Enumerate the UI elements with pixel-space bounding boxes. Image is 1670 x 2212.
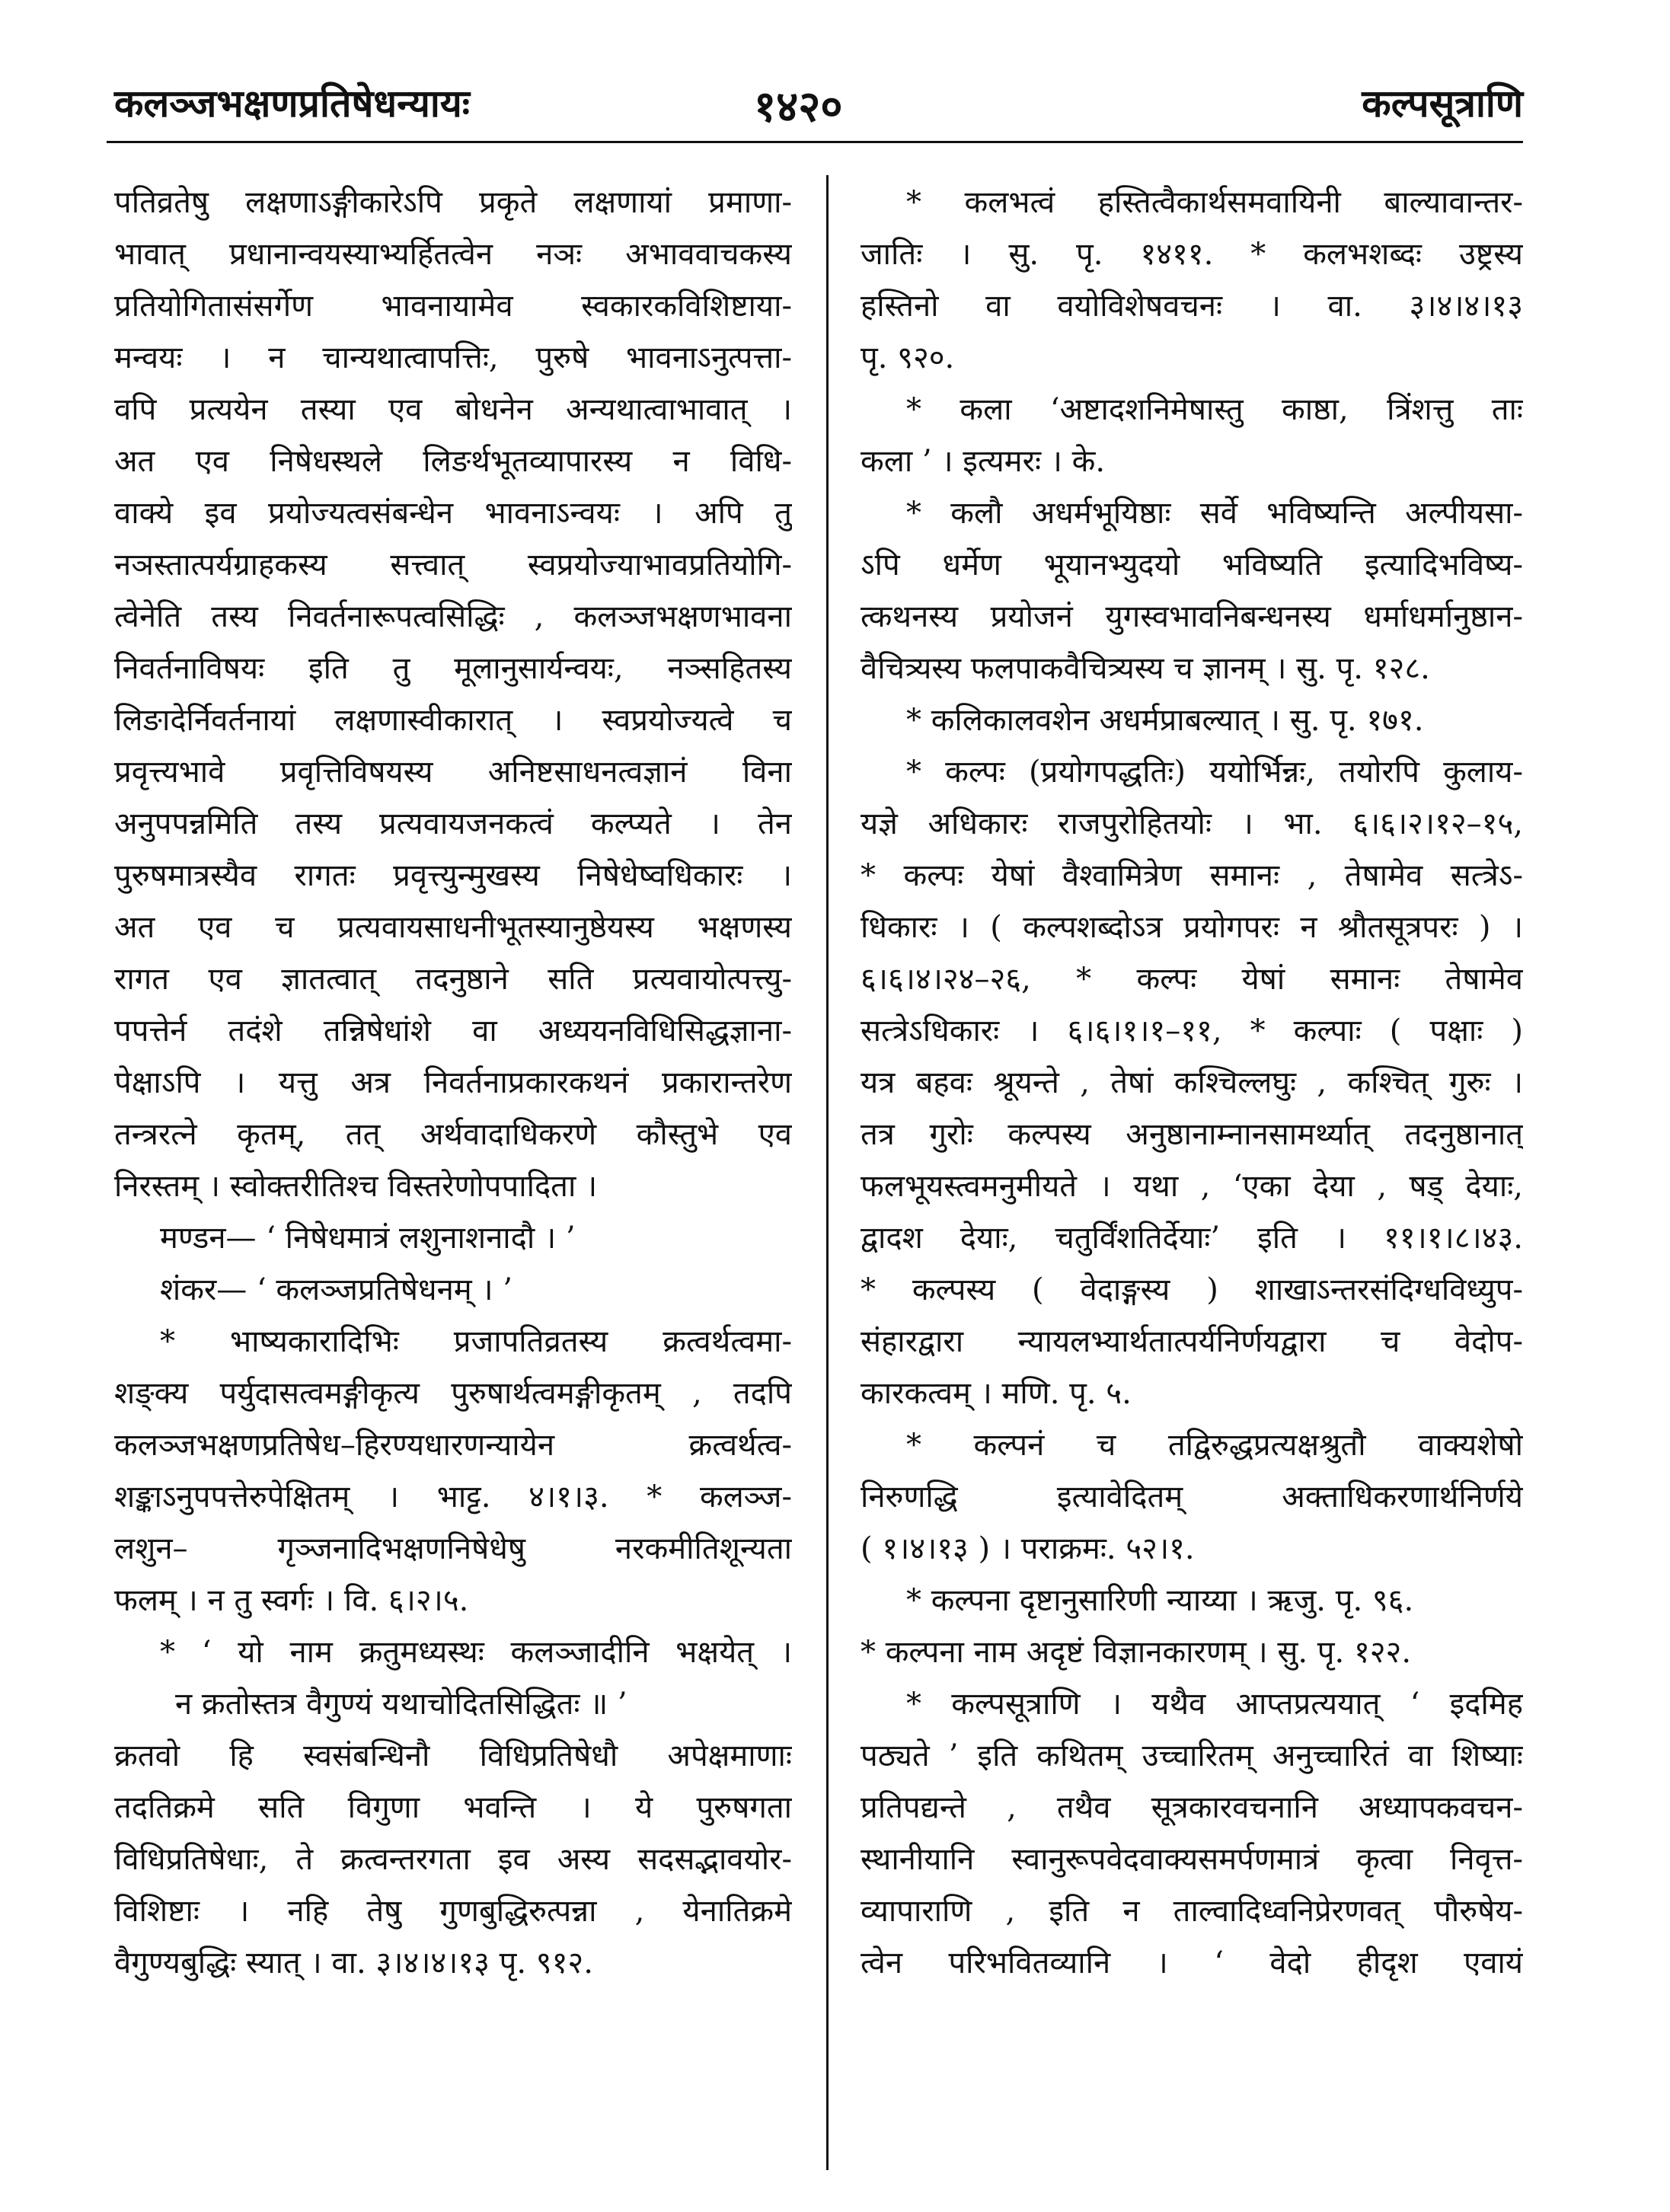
left-column-line: लिङादेर्निवर्तनायां लक्षणास्वीकारात् । स्वप्रयोज्यत्वे च bbox=[114, 703, 792, 738]
right-column-line: कारकत्वम् । मणि. पृ. ५. bbox=[861, 1376, 1132, 1411]
left-column-line: अत एव निषेधस्थले लिङर्थभूतव्यापारस्य न विधि- bbox=[114, 444, 792, 479]
left-column-line: वैगुण्यबुद्धिः स्यात् । वा. ३।४।४।१३ पृ. ९१२. bbox=[114, 1945, 593, 1981]
right-column-line: त्कथनस्य प्रयोजनं युगस्वभावनिबन्धनस्य धर्माधर्मानुष्ठान- bbox=[861, 599, 1523, 634]
left-column-line: शंकर— ‘ कलञ्जप्रतिषेधनम् । ’ bbox=[160, 1272, 513, 1307]
left-column-line: तन्त्ररत्ने कृतम्, तत् अर्थवादाधिकरणे कौस्तुभे एव bbox=[114, 1117, 792, 1152]
left-column-line: निरस्तम् । स्वोक्तरीतिश्च विस्तरेणोपपादिता । bbox=[114, 1169, 598, 1204]
right-column-line: त्वेन परिभवितव्यानि । ‘ वेदो हीदृश एवायं bbox=[861, 1945, 1523, 1981]
left-column-line: त्वेनेति तस्य निवर्तनारूपत्वसिद्धिः , कलञ्जभक्षणभावना bbox=[114, 599, 792, 634]
left-column-line: पेक्षाऽपि । यत्तु अत्र निवर्तनाप्रकारकथनं प्रकारान्तरेण bbox=[114, 1065, 792, 1100]
right-column-line: * कल्पनं च तद्विरुद्धप्रत्यक्षश्रुतौ वाक्यशेषो bbox=[906, 1428, 1523, 1463]
right-column-line: संहारद्वारा न्यायलभ्यार्थतात्पर्यनिर्णयद्वारा च वेदोप- bbox=[861, 1324, 1523, 1359]
page-number: १४२० bbox=[754, 81, 843, 132]
right-column-line: * कल्पना नाम अदृष्टं विज्ञानकारणम् । सु. पृ. १२२. bbox=[861, 1635, 1412, 1670]
left-column-line: भावात् प्रधानान्वयस्याभ्यर्हितत्वेन नञः अभाववाचकस्य bbox=[114, 237, 792, 272]
right-column-line: * कल्पस्य ( वेदाङ्गस्य ) शाखाऽन्तरसंदिग्धविध्युप- bbox=[861, 1272, 1523, 1307]
right-column-line: धिकारः । ( कल्पशब्दोऽत्र प्रयोगपरः न श्रौतसूत्रपरः ) । bbox=[861, 910, 1523, 945]
left-column-line: फलम् । न तु स्वर्गः । वि. ६।२।५. bbox=[114, 1583, 469, 1618]
header-rule bbox=[107, 141, 1523, 143]
left-column-line: मन्वयः । न चान्यथात्वापत्तिः, पुरुषे भावनाऽनुत्पत्ता- bbox=[114, 340, 792, 375]
right-column bbox=[861, 177, 1523, 2172]
right-column-line: * कल्पना दृष्टानुसारिणी न्याय्या । ऋजु. पृ. ९६. bbox=[906, 1583, 1414, 1618]
right-column-line: द्वादश देयाः, चतुर्विंशतिर्देयाः’ इति । ११।१।८।४३. bbox=[861, 1221, 1523, 1256]
right-column-line: स्थानीयानि स्वानुरूपवेदवाक्यसमर्पणमात्रं कृत्वा निवृत्त- bbox=[861, 1842, 1523, 1877]
left-column-line: निवर्तनाविषयः इति तु मूलानुसार्यन्वयः, नञ्सहितस्य bbox=[114, 651, 792, 686]
left-column-line: अनुपपन्नमिति तस्य प्रत्यवायजनकत्वं कल्प्यते । तेन bbox=[114, 806, 792, 841]
right-column-line: ६।६।४।२४–२६, * कल्पः येषां समानः तेषामेव bbox=[861, 962, 1523, 997]
column-divider bbox=[826, 175, 829, 2170]
right-column-line: तत्र गुरोः कल्पस्य अनुष्ठानाम्नानसामर्थ्यात् तदनुष्ठानात् bbox=[861, 1117, 1523, 1152]
right-column-line: जातिः । सु. पृ. १४११. * कलभशब्दः उष्ट्रस्य bbox=[861, 237, 1523, 272]
left-column-line: पपत्तेर्न तदंशे तन्निषेधांशे वा अध्ययनविधिसिद्धज्ञाना- bbox=[114, 1013, 792, 1049]
right-column-line: सत्त्रेऽधिकारः । ६।६।१।१–११, * कल्पाः ( पक्षाः ) bbox=[861, 1013, 1523, 1049]
left-column-line: कलञ्जभक्षणप्रतिषेध–हिरण्यधारणन्यायेन क्रत्वर्थत्व- bbox=[114, 1428, 792, 1463]
left-column-line: वपि प्रत्ययेन तस्या एव बोधनेन अन्यथात्वाभावात् । bbox=[114, 392, 792, 427]
left-column-line: विशिष्टाः । नहि तेषु गुणबुद्धिरुत्पन्ना , येनातिक्रमे bbox=[114, 1894, 792, 1929]
left-column-line: * भाष्यकारादिभिः प्रजापतिव्रतस्य क्रत्वर्थत्वमा- bbox=[160, 1324, 792, 1359]
right-column-line: निरुणद्धि इत्यावेदितम् अक्ताधिकरणार्थनिर्णये bbox=[861, 1479, 1523, 1515]
left-column-line: नञस्तात्पर्यग्राहकस्य सत्त्वात् स्वप्रयोज्याभावप्रतियोगि- bbox=[114, 547, 792, 583]
right-column-line: व्यापाराणि , इति न ताल्वादिध्वनिप्रेरणवत् पौरुषेय- bbox=[861, 1894, 1523, 1929]
right-column-line: पृ. ९२०. bbox=[861, 340, 955, 375]
right-column-line: यत्र बहवः श्रूयन्ते , तेषां कश्चिल्लघुः , कश्चित् गुरुः । bbox=[861, 1065, 1523, 1100]
right-column-line: वैचित्र्यस्य फलपाकवैचित्र्यस्य च ज्ञानम् । सु. पृ. १२८. bbox=[861, 651, 1430, 686]
header-right-title: कल्पसूत्राणि bbox=[1362, 81, 1523, 126]
right-column-line: * कला ‘अष्टादशनिमेषास्तु काष्ठा, त्रिंशत्तु ताः bbox=[906, 392, 1523, 427]
right-column-line: * कल्पः (प्रयोगपद्धतिः) ययोर्भिन्नः, तयोरपि कुलाय- bbox=[906, 755, 1523, 790]
right-column-line: कला ’ । इत्यमरः । के. bbox=[861, 444, 1106, 479]
left-column-line: विधिप्रतिषेधाः, ते क्रत्वन्तरगता इव अस्य सदसद्भावयोर- bbox=[114, 1842, 792, 1877]
running-header bbox=[114, 76, 1523, 137]
right-column-line: फलभूयस्त्वमनुमीयते । यथा , ‘एका देया , षड् देयाः, bbox=[861, 1169, 1523, 1204]
left-column bbox=[114, 177, 792, 2172]
right-column-line: * कलौ अधर्मभूयिष्ठाः सर्वे भविष्यन्ति अल्पीयसा- bbox=[906, 496, 1523, 531]
left-column-line: शङ्क्य पर्युदासत्वमङ्गीकृत्य पुरुषार्थत्वमङ्गीकृतम् , तदपि bbox=[114, 1376, 792, 1411]
right-column-line: * कलिकालवशेन अधर्मप्राबल्यात् । सु. पृ. १७१. bbox=[906, 703, 1424, 738]
left-column-line: * ‘ यो नाम क्रतुमध्यस्थः कलञ्जादीनि भक्षयेत् । bbox=[160, 1635, 792, 1670]
right-column-line: * कल्पसूत्राणि । यथैव आप्तप्रत्ययात् ‘ इदमिह bbox=[906, 1687, 1523, 1722]
left-column-line: शङ्काऽनुपपत्तेरुपेक्षितम् । भाट्ट. ४।१।३. * कलञ्ज- bbox=[114, 1479, 792, 1515]
left-column-line: मण्डन— ‘ निषेधमात्रं लशुनाशनादौ । ’ bbox=[160, 1221, 576, 1256]
left-column-line: पतिव्रतेषु लक्षणाऽङ्गीकारेऽपि प्रकृते लक्षणायां प्रमाणा- bbox=[114, 185, 792, 220]
left-column-line: प्रवृत्त्यभावे प्रवृत्तिविषयस्य अनिष्टसाधनत्वज्ञानं विना bbox=[114, 755, 792, 790]
right-column-line: * कलभत्वं हस्तित्वैकार्थसमवायिनी बाल्यावान्तर- bbox=[906, 185, 1523, 220]
right-column-line: यज्ञे अधिकारः राजपुरोहितयोः । भा. ६।६।२।१२–१५, bbox=[861, 806, 1523, 841]
header-left-title: कलञ्जभक्षणप्रतिषेधन्यायः bbox=[114, 81, 470, 126]
left-column-line: वाक्ये इव प्रयोज्यत्वसंबन्धेन भावनाऽन्वयः । अपि तु bbox=[114, 496, 792, 531]
left-column-line: रागत एव ज्ञातत्वात् तदनुष्ठाने सति प्रत्यवायोत्पत्त्यु- bbox=[114, 962, 792, 997]
left-column-line: पुरुषमात्रस्यैव रागतः प्रवृत्त्युन्मुखस्य निषेधेष्वधिकारः । bbox=[114, 858, 792, 893]
left-column-line: न क्रतोस्तत्र वैगुण्यं यथाचोदितसिद्धितः ॥ ’ bbox=[175, 1687, 627, 1722]
right-column-line: ऽपि धर्मेण भूयानभ्युदयो भविष्यति इत्यादिभविष्य- bbox=[861, 547, 1523, 583]
left-column-line: अत एव च प्रत्यवायसाधनीभूतस्यानुष्ठेयस्य भक्षणस्य bbox=[114, 910, 792, 945]
right-column-line: हस्तिनो वा वयोविशेषवचनः । वा. ३।४।४।१३ bbox=[861, 289, 1523, 324]
right-column-line: ( १।४।१३ ) । पराक्रमः. ५२।१. bbox=[861, 1531, 1195, 1566]
right-column-line: प्रतिपद्यन्ते , तथैव सूत्रकारवचनानि अध्यापकवचन- bbox=[861, 1790, 1523, 1825]
left-column-line: लशुन– गृञ्जनादिभक्षणनिषेधेषु नरकमीतिशून्यता bbox=[114, 1531, 792, 1566]
left-column-line: तदतिक्रमे सति विगुणा भवन्ति । ये पुरुषगता bbox=[114, 1790, 792, 1825]
left-column-line: क्रतवो हि स्वसंबन्धिनौ विधिप्रतिषेधौ अपेक्षमाणाः bbox=[114, 1738, 792, 1773]
right-column-line: पठ्यते ’ इति कथितम् उच्चारितम् अनुच्चारितं वा शिष्याः bbox=[861, 1738, 1523, 1773]
right-column-line: * कल्पः येषां वैश्वामित्रेण समानः , तेषामेव सत्त्रेऽ- bbox=[861, 858, 1523, 893]
left-column-line: प्रतियोगितासंसर्गेण भावनायामेव स्वकारकविशिष्टाया- bbox=[114, 289, 792, 324]
